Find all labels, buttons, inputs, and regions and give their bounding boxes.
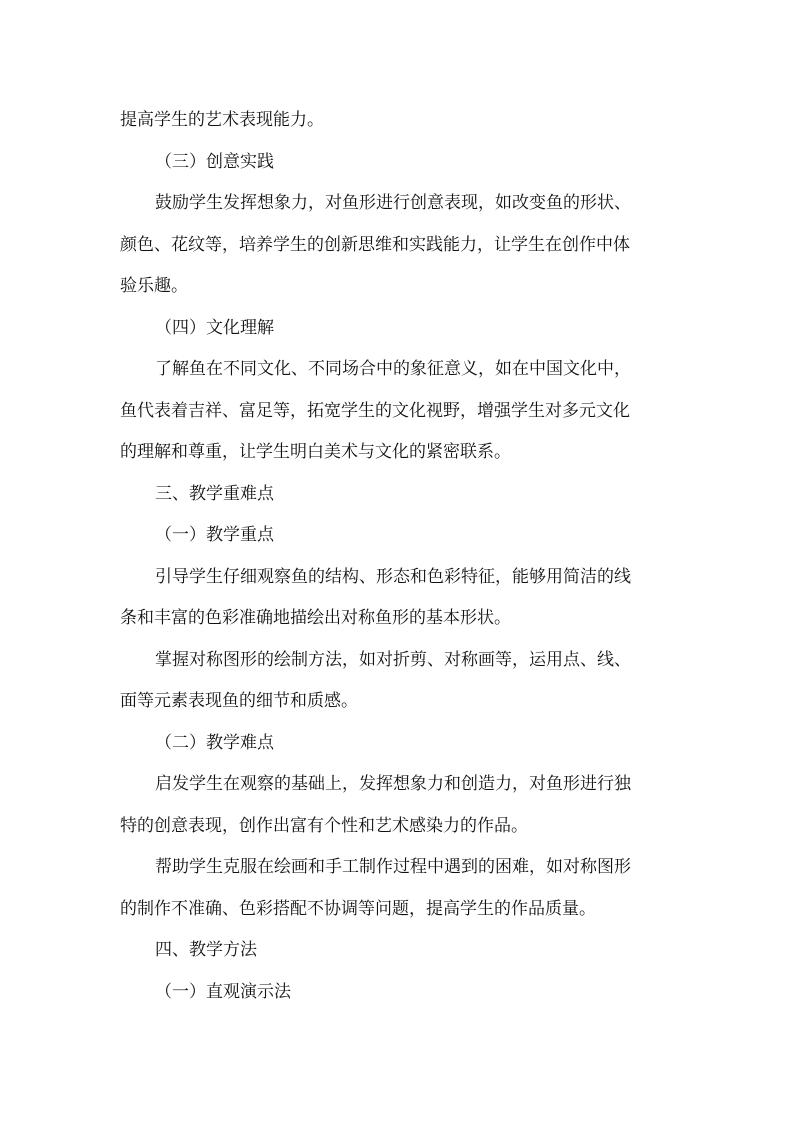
text-line: 颜色、花纹等，培养学生的创新思维和实践能力，让学生在创作中体 (120, 234, 630, 255)
text-line: 鱼代表着吉祥、富足等，拓宽学生的文化视野，增强学生对多元文化 (120, 400, 630, 421)
text-line: 面等元素表现鱼的细节和质感。 (120, 691, 358, 711)
text-line: 条和丰富的色彩准确地描绘出对称鱼形的基本形状。 (120, 608, 511, 628)
text-line: 帮助学生克服在绘画和手工制作过程中遇到的困难，如对称图形 (155, 857, 631, 877)
section-heading: （四）文化理解 (155, 317, 274, 338)
text-line: 掌握对称图形的绘制方法，如对折剪、对称画等，运用点、线、 (155, 649, 631, 670)
section-heading: （三）创意实践 (155, 151, 274, 172)
document-body (120, 100, 690, 1013)
text-line: 鼓励学生发挥想象力，对鱼形进行创意表现，如改变鱼的形状、 (155, 193, 631, 213)
text-line: 特的创意表现，创作出富有个性和艺术感染力的作品。 (120, 815, 528, 836)
section-heading: （一）教学重点 (155, 525, 274, 545)
text-line: 提高学生的艺术表现能力。 (120, 110, 324, 130)
text-line: 引导学生仔细观察鱼的结构、形态和色彩特征，能够用简洁的线 (155, 566, 631, 587)
text-line: 的制作不准确、色彩搭配不协调等问题，提高学生的作品质量。 (120, 898, 596, 919)
text-line: 验乐趣。 (120, 276, 188, 296)
text-line: 启发学生在观察的基础上，发挥想象力和创造力，对鱼形进行独 (155, 774, 631, 794)
section-heading: （二）教学难点 (155, 732, 274, 753)
chapter-heading: 三、教学重难点 (155, 483, 274, 504)
section-heading: （一）直观演示法 (155, 981, 291, 1002)
text-line: 了解鱼在不同文化、不同场合中的象征意义，如在中国文化中， (155, 359, 631, 379)
chapter-heading: 四、教学方法 (155, 940, 257, 960)
text-line: 的理解和尊重，让学生明白美术与文化的紧密联系。 (120, 442, 511, 462)
